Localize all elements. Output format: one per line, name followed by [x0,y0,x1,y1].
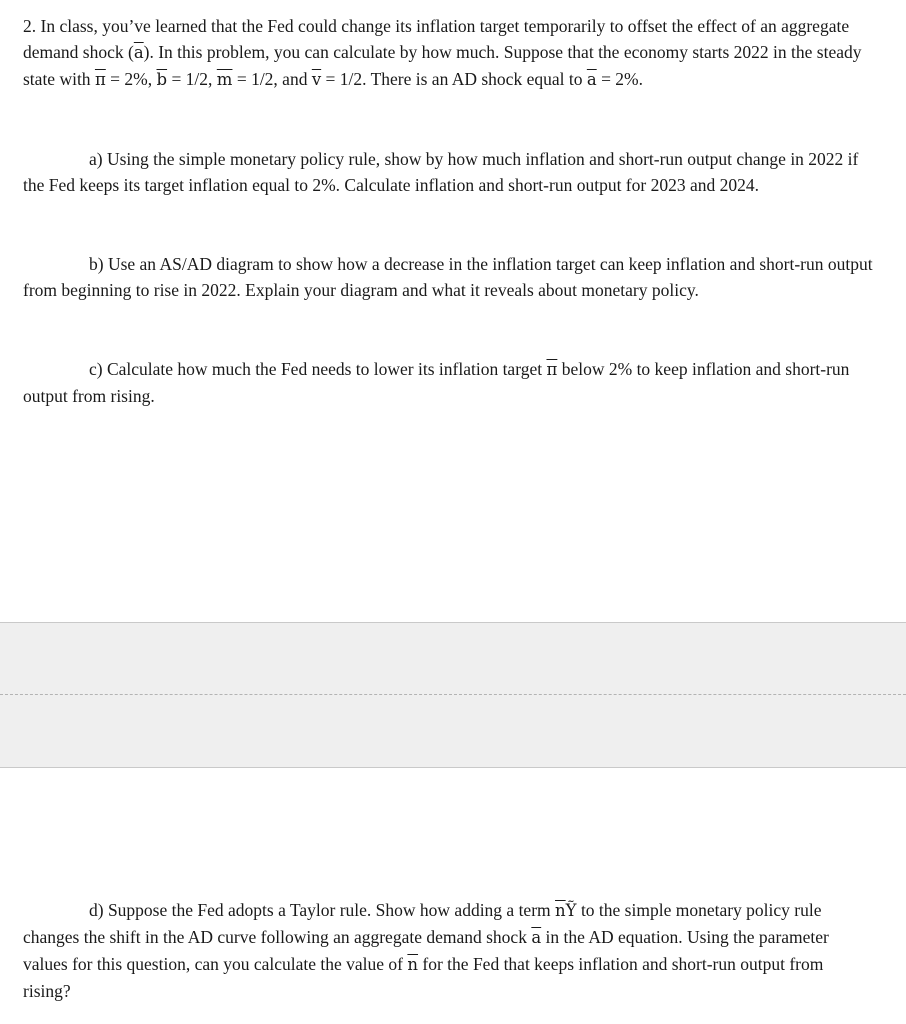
intro-text-4: = 1/2, [167,69,217,89]
n-bar-symbol-2: $\overline{n}$ [407,955,419,974]
m-bar-symbol: $\overline{m}$ [216,70,233,89]
part-a [23,146,873,198]
part-c-text-2: below 2% to keep inflation and short-run output from rising. [23,359,850,406]
part-d [23,897,873,1004]
a-bar-symbol-2: $\overline{a}$ [586,70,597,89]
intro-text-3: = 2%, [105,69,157,89]
part-c-text-1: c) Calculate how much the Fed needs to lower its inflation target [89,359,547,379]
intro-text-7: = 2%. [596,69,644,89]
y-tilde-symbol: Ỹ [565,901,577,920]
part-a-text: a) Using the simple monetary policy rule, show by how much inflation and short-run output change in 2022 if the Fed keeps its target inflation equal to 2%. Calculate inflation and short-run output for 2023 and 2024. [23,149,859,195]
page-break [0,622,906,768]
part-d-text-3: in the AD equation. Using the parameter values for this question, can you calculate the value of [23,927,829,974]
part-d-text-1: d) Suppose the Fed adopts a Taylor rule. Show how adding a term [89,900,556,920]
question-intro [23,13,873,93]
v-bar-symbol: $\overline{v}$ [311,70,322,89]
part-d-text-2: to the simple monetary policy rule changes the shift in the AD curve following an aggregate demand shock [23,900,822,947]
n-bar-symbol: $\overline{n}$ [555,901,566,920]
intro-text-2: ). In this problem, you can calculate by how much. Suppose that the economy starts 2022 in the steady state with [23,42,862,89]
b-bar-symbol: $\overline{b}$ [156,70,168,89]
a-bar-symbol-d: $\overline{a}$ [531,928,542,947]
intro-text-6: = 1/2. There is an AD shock equal to [321,69,587,89]
part-c [23,356,873,409]
pi-bar-symbol: $\overline{\pi}$ [94,70,106,89]
part-b-text: b) Use an AS/AD diagram to show how a decrease in the inflation target can keep inflation and short-run output from beginning to rise in 2022. Explain your diagram and what it reveals about monetary policy. [23,254,873,300]
intro-text-1: 2. In class, you’ve learned that the Fed could change its inflation target temporarily to offset the effect of an aggregate demand shock ( [23,16,850,62]
intro-text-5: = 1/2, and [232,69,312,89]
part-b [23,251,873,303]
a-bar-symbol: $\overline{a}$ [133,43,144,62]
pi-bar-symbol-c: $\overline{\pi}$ [546,360,558,379]
page-break-dashed-line [0,694,906,695]
part-d-text-4: for the Fed that keeps inflation and short-run output from rising? [23,954,824,1001]
